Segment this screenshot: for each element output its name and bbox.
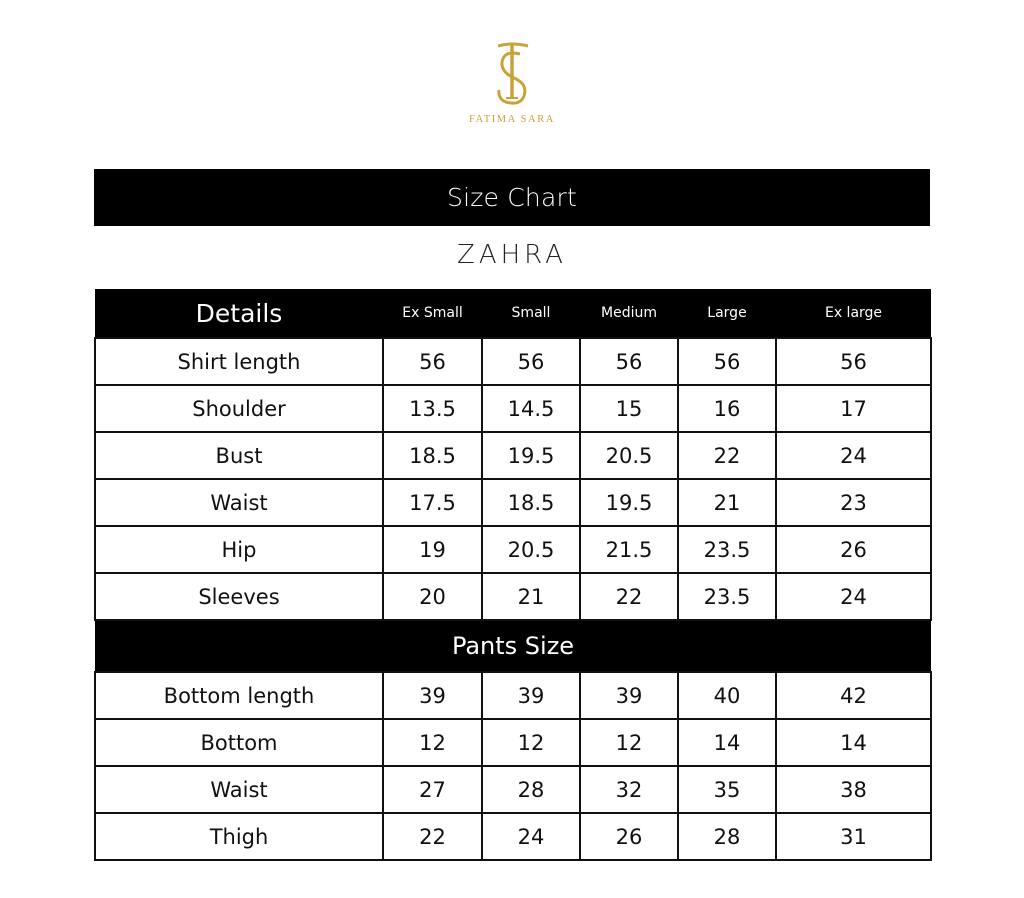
size-chart-table <box>94 289 932 861</box>
table-row <box>95 813 931 860</box>
row-label: Waist <box>95 479 383 526</box>
table-row <box>95 766 931 813</box>
cell-value: 26 <box>776 526 931 573</box>
fs-monogram-icon <box>490 40 534 110</box>
cell-value: 14.5 <box>482 385 580 432</box>
column-header-ex-large: Ex large <box>776 289 931 338</box>
cell-value: 56 <box>580 338 678 385</box>
cell-value: 20.5 <box>482 526 580 573</box>
cell-value: 12 <box>580 719 678 766</box>
cell-value: 38 <box>776 766 931 813</box>
brand-name: FATIMA SARA <box>469 114 555 125</box>
cell-value: 18.5 <box>482 479 580 526</box>
table-header-row <box>95 289 931 338</box>
cell-value: 42 <box>776 672 931 719</box>
cell-value: 31 <box>776 813 931 860</box>
cell-value: 12 <box>482 719 580 766</box>
cell-value: 24 <box>776 432 931 479</box>
table-row <box>95 526 931 573</box>
pants-section-header <box>95 620 931 672</box>
cell-value: 22 <box>678 432 776 479</box>
cell-value: 15 <box>580 385 678 432</box>
size-chart-title: Size Chart <box>94 169 930 226</box>
cell-value: 39 <box>482 672 580 719</box>
column-header-details: Details <box>95 289 383 338</box>
cell-value: 24 <box>776 573 931 620</box>
cell-value: 39 <box>580 672 678 719</box>
cell-value: 13.5 <box>383 385 482 432</box>
table-row <box>95 432 931 479</box>
cell-value: 20 <box>383 573 482 620</box>
table-row <box>95 573 931 620</box>
row-label: Waist <box>95 766 383 813</box>
column-header-medium: Medium <box>580 289 678 338</box>
column-header-ex-small: Ex Small <box>383 289 482 338</box>
cell-value: 56 <box>776 338 931 385</box>
cell-value: 18.5 <box>383 432 482 479</box>
cell-value: 17 <box>776 385 931 432</box>
cell-value: 12 <box>383 719 482 766</box>
product-name: ZAHRA <box>457 240 567 270</box>
table-row <box>95 719 931 766</box>
column-header-small: Small <box>482 289 580 338</box>
row-label: Bust <box>95 432 383 479</box>
cell-value: 56 <box>482 338 580 385</box>
cell-value: 21 <box>482 573 580 620</box>
cell-value: 40 <box>678 672 776 719</box>
cell-value: 14 <box>776 719 931 766</box>
row-label: Shoulder <box>95 385 383 432</box>
cell-value: 21 <box>678 479 776 526</box>
cell-value: 19.5 <box>482 432 580 479</box>
cell-value: 14 <box>678 719 776 766</box>
table-row <box>95 672 931 719</box>
cell-value: 17.5 <box>383 479 482 526</box>
row-label: Hip <box>95 526 383 573</box>
cell-value: 32 <box>580 766 678 813</box>
row-label: Thigh <box>95 813 383 860</box>
cell-value: 16 <box>678 385 776 432</box>
cell-value: 28 <box>678 813 776 860</box>
cell-value: 28 <box>482 766 580 813</box>
cell-value: 56 <box>383 338 482 385</box>
cell-value: 24 <box>482 813 580 860</box>
row-label: Sleeves <box>95 573 383 620</box>
brand-logo <box>462 40 562 132</box>
table-row <box>95 338 931 385</box>
cell-value: 22 <box>580 573 678 620</box>
cell-value: 56 <box>678 338 776 385</box>
cell-value: 19.5 <box>580 479 678 526</box>
cell-value: 27 <box>383 766 482 813</box>
row-label: Shirt length <box>95 338 383 385</box>
cell-value: 22 <box>383 813 482 860</box>
cell-value: 23.5 <box>678 526 776 573</box>
cell-value: 23 <box>776 479 931 526</box>
row-label: Bottom length <box>95 672 383 719</box>
cell-value: 20.5 <box>580 432 678 479</box>
cell-value: 26 <box>580 813 678 860</box>
cell-value: 35 <box>678 766 776 813</box>
row-label: Bottom <box>95 719 383 766</box>
table-row <box>95 479 931 526</box>
pants-section-title: Pants Size <box>95 620 931 672</box>
column-header-large: Large <box>678 289 776 338</box>
cell-value: 19 <box>383 526 482 573</box>
table-row <box>95 385 931 432</box>
cell-value: 21.5 <box>580 526 678 573</box>
cell-value: 39 <box>383 672 482 719</box>
cell-value: 23.5 <box>678 573 776 620</box>
